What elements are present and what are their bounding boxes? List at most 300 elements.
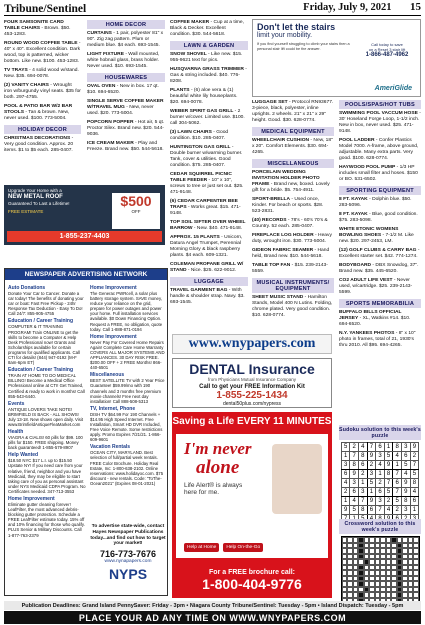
sudoku-cell: 2 [384, 497, 393, 506]
sudoku-cell: 4 [359, 443, 368, 452]
sudoku-cell: 6 [393, 479, 402, 488]
section-header: SPORTING EQUIPMENT [339, 186, 421, 195]
classified-ad [339, 227, 421, 245]
sudoku-cell: 9 [384, 461, 393, 470]
sudoku-cell: 6 [376, 443, 385, 452]
network-section-text: DISH TV $64.99 For 190 Channels + $14.95 High Speed Internet. Free Installation, Smart HD DVR Included, Free Voice Remote. Some restrictions apply. Promo Expires 7/21/21. 1-866-609-9601 [90, 411, 163, 443]
classified-ad [339, 248, 421, 260]
newspaper-ad-network [4, 268, 168, 596]
senior-photo [272, 444, 322, 514]
ad-body: If you find yourself struggling to climb your stairs then a personal stair lift could be the answer. [257, 42, 350, 51]
ad-lead: ROUND WOOD COFFEE TABLE [4, 41, 78, 46]
dental-phone[interactable]: 1-855-225-1434 [216, 390, 288, 401]
sudoku-cell: 8 [401, 497, 410, 506]
sudoku-cell: 8 [359, 506, 368, 515]
discount-badge [112, 193, 160, 229]
sudoku-cell: 1 [410, 506, 419, 515]
ad-lead: POOL & PATIO BAR W/2 BAR STOOLS [4, 104, 73, 115]
classified-ad [252, 100, 334, 124]
crossword-grid [341, 536, 420, 604]
network-section-text: TRAIN AT HOME TO DO MEDICAL BILLING! Become a Medical Office Professional online at CTI! Get Trained, Certified & ready to work in months! Call 855-543-6440. [8, 373, 85, 399]
ad-lead: SWIMMING POOL VACCUM HOSE [339, 111, 418, 116]
sudoku-cell: 9 [367, 497, 376, 506]
classified-ad [4, 83, 81, 101]
ad-lead: (12) GOLF CLUBS & CARRY BAG [339, 248, 417, 253]
network-section-text: OCEAN CITY, MARYLAND. Best selection of full/partial week rentals. FREE Color Brochure. Holiday Real Estate, Inc: 1-800-638-2102. Online reservations: www.holidayoc.com. $75 discount - new rentals. Code: "ToThe-Ocean2021" (Expires 08-01-2021) [90, 450, 164, 486]
classified-ad [170, 262, 248, 274]
section-header: HOME DECOR [87, 20, 165, 29]
sudoku-cell: 5 [341, 443, 350, 452]
ad-body: - Wrought iron w/burgundy vinyl seats. $35 for both. 297-4755. [4, 83, 81, 100]
ad-body: - Gas & string included. $40. 776-8208. [170, 67, 247, 84]
lifealert-footer-label: For a FREE brochure call: [209, 569, 295, 576]
sudoku-cell: 4 [376, 461, 385, 470]
network-section-heading: Education / Career Training [8, 367, 74, 374]
network-title: NEWSPAPER ADVERTISING NETWORK [5, 269, 167, 280]
ad-body: - Unicorn, Datura Angel Trumpet, Perennial Morning Glory & black raspberry plants. $4 each. 609-1321. [170, 235, 243, 258]
sudoku-cell: 4 [410, 488, 419, 497]
ad-body: - 30' Hoseland Forge Loop, 1-1/2 inch. New in box, never used. $25. 471-9148. [339, 111, 421, 134]
ad-body: - Confer Plastics Model 7000. A-frame, above ground, adjustable. Many extra parts. Very good. $100. 628-0774. [339, 138, 419, 161]
dental-title: DENTAL Insurance [189, 361, 315, 377]
ad-lead: SINGLE SERVE COFFEE MAKER W/TRAVEL MUG [87, 99, 164, 110]
network-section-text: Donate Your Car to Cancer. Donate a car today! The benefits of donating your car or boat: Fast Free Pickup - 24hr Response Tax Deduction - Easy To Do! Call 24/7: 855-905-4755 [8, 291, 84, 317]
section-header: HOUSEWARES [87, 73, 165, 82]
classified-ad [252, 295, 334, 319]
ad-body: - Dolphin blue. $50. 283-5096. [339, 197, 412, 208]
classified-ad [170, 67, 248, 85]
classified-ad [4, 136, 81, 154]
sudoku-cell: 3 [359, 488, 368, 497]
network-col-2 [90, 283, 166, 486]
sudoku-cell: 1 [376, 470, 385, 479]
ad-body: - Nice. $25. 622-9012. [187, 268, 237, 273]
dental-web[interactable]: dental50plus.com/nypress [222, 401, 282, 407]
ad-lead: TRAVEL GARMENT BAG [170, 288, 228, 293]
classified-ad [252, 248, 334, 260]
column-2 [87, 20, 165, 156]
sudoku-cell: 7 [393, 488, 402, 497]
discount-sub: OFF [131, 209, 141, 214]
sudoku-cell: 1 [341, 497, 350, 506]
help-at-home-button[interactable]: Help at Home [184, 543, 219, 552]
classified-ad [170, 130, 248, 142]
sudoku-cell: 1 [341, 452, 350, 461]
metal-roof-ad[interactable] [4, 185, 165, 245]
sudoku-cell: 8 [384, 470, 393, 479]
ad-line1: Upgrade Your Home with a [8, 188, 62, 193]
classified-ad [252, 170, 334, 194]
sudoku-cell: 5 [350, 506, 359, 515]
ad-body: - 2 burner w/cover. Limited use. $100. call 304-5062. [170, 109, 245, 126]
dental-insurance-ad[interactable] [172, 358, 332, 408]
sudoku-cell: 3 [401, 443, 410, 452]
ad-lead: ICE CREAM MAKER [87, 141, 134, 146]
ad-body: - Double burner w/warming burner. Tank, cover & utilities. Good condition. $75. 285-0407. [170, 145, 243, 168]
section-header: LAWN & GARDEN [170, 41, 248, 50]
ad-lead: BUFFALO BILLS OFFICIAL JERSEY [339, 310, 402, 321]
sudoku-cell: 4 [384, 506, 393, 515]
sudoku-cell: 6 [401, 452, 410, 461]
lifealert-head1: I'm never [184, 439, 252, 458]
classified-ad [170, 288, 248, 306]
ad-lead: 8 FT. KAYAK [339, 212, 368, 217]
ad-lead: SPORT-BRELLA [252, 197, 291, 202]
ad-lead: HAYWOOD POOL PUMP [339, 165, 396, 170]
ad-lead: PORCELAIN WEDDING INVITATION HOLDER PHOTO FRAME [252, 170, 320, 187]
sudoku-cell: 7 [393, 470, 402, 479]
classified-ad [170, 145, 248, 169]
masthead [4, 3, 421, 16]
classified-ad [87, 52, 165, 70]
help-on-the-go-button[interactable]: Help On-the-Go [223, 543, 263, 552]
sudoku-cell: 6 [350, 488, 359, 497]
ad-body: - 1 pair, polyester 81" x 90". Zig zag pattern. Plum or medium blue. $4 each. 693-1545. [87, 31, 164, 48]
classified-ad [339, 263, 421, 275]
ad-body: - Used once, Kinder. For beach or sports. $28. 523-2831. [252, 197, 324, 214]
classified-ad [252, 263, 334, 275]
publication-name: Tribune/Sentinel [4, 3, 87, 15]
classified-ad [170, 220, 248, 232]
classified-ad [170, 235, 248, 259]
sudoku-cell: 7 [410, 461, 419, 470]
ad-lead: 8 FT. KAYAK [339, 197, 368, 202]
ad-body: - Good condition. $10. 285-0407. [170, 130, 229, 141]
ad-body: - Blue, good condition. $75. 283-5098. [339, 212, 418, 223]
ad-lead: TV TRAYS [4, 68, 28, 73]
ad-lead: FIREPLACE LOG HOLDER [252, 233, 314, 238]
ad-call-phone[interactable]: 1-866-487-4962 [365, 52, 409, 58]
lifealert-head2: alone [196, 457, 240, 478]
section-header: MISCELLANEOUS [252, 159, 334, 168]
sudoku-cell: 6 [376, 488, 385, 497]
classified-ad [339, 278, 421, 296]
ad-lead: POPCORN POPPER [87, 120, 134, 125]
ad-lead: N.Y. YANKEES PHOTOS [339, 331, 395, 336]
network-section-heading: Events [8, 400, 25, 407]
sudoku-cell: 6 [410, 497, 419, 506]
classified-ad [170, 199, 248, 217]
issue-date: Friday, July 9, 2021 [303, 2, 392, 13]
sudoku-cell: 8 [350, 461, 359, 470]
ad-lead: LUGGAGE SET [252, 100, 288, 105]
deadlines: Publication Deadlines: Grand Island PennySaver: Friday - 3pm • Niagara County Tribune/Sentinel: Tuesday - 5pm • Island Dispatch: Tuesday - 5pm [4, 601, 421, 610]
sudoku-cell: 5 [367, 479, 376, 488]
sudoku-cell: 7 [359, 497, 368, 506]
ad-body: - New in box. 17 qt. $10. 694-6520. [87, 84, 159, 95]
ameriglide-logo: AmeriGlide [374, 85, 412, 92]
ad-lead: SNOW SHOVEL [170, 52, 207, 57]
classified-ad [87, 120, 165, 138]
network-section-text: Eliminate gutter cleaning forever! LeafFilter, the most advanced debris-blocking gutter protection. Schedule a FREE LeafFilter estimate today. 15% off and 10% financing for those who qualify. PLUS Senior & Military Discounts. Call 1-877-763-2379 [8, 502, 85, 538]
classified-ad [339, 111, 421, 135]
classified-ad [87, 141, 165, 153]
ad-body: - $15. 239-2143-5559. [252, 263, 328, 274]
sudoku-cell: 3 [376, 452, 385, 461]
sudoku-cell: 9 [367, 452, 376, 461]
sudoku-cell: 7 [376, 506, 385, 515]
network-section-text: The Generac PWRcell, a solar plus battery storage system. SAVE money, reduce your reliance on the grid, prepare for power outages and power your home. Full installation services available. $0 Down Financing Option. Request a FREE, no obligation, quote today. Call 1-888-871-0194 [90, 291, 163, 332]
sudoku-cell: 2 [367, 461, 376, 470]
ad-body: - 7-1/2 M. Like new. $20. 297-2453, LM. [339, 233, 414, 244]
classified-ad [339, 197, 421, 209]
network-section-heading: Education / Career Training [8, 318, 74, 325]
lifealert-panel [176, 434, 328, 558]
lifealert-footer [172, 569, 332, 592]
ad-body: - Tan & brown. New, never used. $100. 773-5004. [4, 110, 70, 121]
sudoku-cell: 5 [393, 497, 402, 506]
network-section-heading: Vacation Rentals [90, 444, 131, 451]
ad-lead: WHEELCHAIR CUSHION [252, 138, 310, 143]
ad-body: - Play and Freeze. Brand new. $50. 544-5618. [87, 141, 164, 152]
column-4 [252, 100, 334, 322]
sudoku-cell: 9 [341, 506, 350, 515]
ad-lead: OVAL OVEN [87, 84, 116, 89]
sudoku-cell: 9 [410, 443, 419, 452]
ad-lead: WHITE ETONIC WOMENS BOWLING SHOES [339, 227, 399, 238]
ad-body: - Excellent starter set. $42. 774-1274. [339, 248, 420, 259]
masthead-right [303, 0, 421, 15]
ad-lead: (40) RECORDS [252, 218, 287, 223]
ad-lead: BODYBOARD [339, 263, 372, 268]
ad-body: - Brown. $50. 453-1283. [4, 26, 71, 37]
ad-line3: Guaranteed To Last a Lifetime! [8, 200, 70, 206]
network-section-text: COMPUTER & IT TRAINING PROGRAM! Train ONLINE to get the skills to become a Computer & Help Desk Professional now! Grants and Scholarships available for certain programs for qualified applicants. Call CTI for details! (844) 947-0192 (M-F 8am-6pm ET) [8, 324, 80, 366]
ad-body: - 10" x 10", screws to tree or just set out. $25. 471-9148. [170, 178, 244, 195]
ad-note: FREE ESTIMATE [8, 209, 44, 214]
ad-lead: WEBER SPIRIT GAS GRILL [170, 109, 234, 114]
network-section-text: ANTIQUE LOVERS TAKE NOTE! BRIMFIELD IS BACK - ALL SHOWS! July 13-18. New shows open daily. Visit www.BrimfieldAntiqueFleaMarket.com [8, 406, 84, 427]
ad-lead: TABLE TOP FAN [252, 263, 291, 268]
sudoku-cell: 4 [393, 452, 402, 461]
classified-ad [339, 138, 421, 162]
section-header: HOLIDAY DECOR [4, 125, 81, 134]
ad-lead: APPROX. 15 PLANTS [170, 235, 220, 240]
sudoku-cell: 4 [401, 470, 410, 479]
dental-sub: from Physicians Mutual Insurance Company [207, 377, 297, 382]
sudoku-cell: 2 [376, 479, 385, 488]
ad-lead: CEDAR SQUIRREL PICNIC TABLE FEEDER [170, 172, 232, 183]
stair-lift-ad[interactable] [252, 19, 421, 97]
life-alert-ad[interactable] [172, 412, 332, 598]
sudoku-title: Sudoku solution to this week's puzzle [339, 426, 421, 439]
ad-body: - 4 solid wood w/stand. New. $35. 694-0078. [4, 68, 79, 79]
sudoku-cell: 1 [384, 443, 393, 452]
sudoku-cell: 7 [350, 452, 359, 461]
page-number: 15 [410, 1, 421, 13]
sudoku-cell: 6 [359, 461, 368, 470]
website-banner[interactable] [172, 334, 332, 354]
classified-ad [87, 99, 165, 117]
sudoku-cell: 3 [350, 479, 359, 488]
sudoku-cell: 9 [401, 479, 410, 488]
column-5 [339, 100, 421, 352]
network-section-heading: Home Improvement [8, 496, 55, 502]
ad-body: - Protocol RN93677. 3-piece, black, polyester, inline uprights. 2 wheels. 21" x 21" x 29" height. Good. $30. 628-0774. [252, 100, 334, 123]
classified-ad [4, 68, 81, 80]
website-url[interactable]: www.wnypapers.com [188, 336, 316, 351]
sudoku-cell: 4 [341, 479, 350, 488]
section-header: SPORTS MEMORABILIA [339, 299, 421, 308]
ad-body: - Like new. $15. 955-9621 text for pics. [170, 52, 243, 63]
sudoku-cell: 8 [410, 479, 419, 488]
sudoku-cell: 5 [384, 488, 393, 497]
ad-lead: CO2 ADULT LIFE VEST [339, 278, 393, 283]
ad-lead: POOL LADDER [339, 138, 375, 143]
sudoku-cell: 1 [359, 479, 368, 488]
ad-body: - Cup at a time, Black & Decker. Excellent condition. $30. 544-5618. [170, 20, 244, 37]
ad-body: - Never used, w/cartridge. $25. 239-2143-5599. [339, 278, 413, 295]
classified-ad [339, 331, 421, 349]
network-section-heading: Miscellaneous [90, 372, 125, 379]
place-ad-banner[interactable]: PLACE YOUR AD ANY TIME ON WWW.WNYPAPERS.COM [4, 611, 421, 624]
network-section-text: $18.50 NYC $17 L.I. up to $15.50 Upstate NY! If you need care from your relative, friend, neighbor and you have Medicaid, they may be eligible to start taking care of you as personal assistant under NYS Medicaid CDPA Program. No Certificates needed. 347-713-3553 [8, 458, 86, 494]
ad-lead: (6) CEDAR CARPENTER BEE TRAPS [170, 199, 238, 210]
sudoku-cell: 3 [376, 497, 385, 506]
classified-ad [170, 88, 248, 106]
sudoku-cell: 8 [359, 452, 368, 461]
ad-lead: PLANTS [170, 88, 190, 93]
column-3 [170, 20, 248, 309]
footer [4, 601, 421, 624]
lifealert-top: Saving a Life EVERY 11 MINUTES [172, 416, 332, 427]
sudoku-cell: 3 [401, 506, 410, 515]
classified-ad [339, 165, 421, 183]
sudoku-cell: 1 [367, 488, 376, 497]
ad-body: - Hand held, Brand new. $10. 544-5618. [252, 248, 330, 259]
sudoku-cell: 2 [410, 452, 419, 461]
classified-ad [170, 20, 248, 38]
classified-ad [170, 52, 248, 64]
ad-lead: FOUR SAMSONITE CARD TABLE CHAIRS [4, 20, 64, 31]
network-section-heading: TV, Internet, Phone [90, 405, 136, 412]
ad-body: - Hamilton Stands, Model 400 N Lutins. Folding, chrome plated. Very good condition. $10. 628-0774. [252, 295, 333, 318]
ad-body: - Hot air, 5 qt. Proctor Silex. Brand new. $20. 544-9036. [87, 120, 165, 137]
ad-lead: HUNTINGTON GAS GRILL [170, 145, 231, 150]
network-section-heading: Home Improvement [90, 333, 137, 340]
classified-ad [252, 138, 334, 156]
ad-lead: (3) LAWN CHAIRS [170, 130, 212, 135]
ad-lead: HUSQVARNA GRASS TRIMMER [170, 67, 244, 72]
sudoku-cell: 3 [367, 470, 376, 479]
ad-lead: COLEMAN PROPANE GRILL W/ STAND [170, 262, 244, 273]
ad-headline: Don't let the stairs [257, 22, 336, 32]
section-header: LUGGAGE [170, 277, 248, 286]
ad-lead: (2) VANITY CHAIRS [4, 83, 49, 88]
sudoku-cell: 4 [350, 497, 359, 506]
lifealert-buttons [184, 543, 263, 552]
classified-ad [170, 109, 248, 127]
ad-body: - 40" x 40". Excellent condition. Dark wood, top is patterned, wicker bottom. Like new. $100. 453-1283. [4, 41, 81, 64]
network-section-heading: Home Improvement [90, 285, 137, 291]
ad-line2: NEW METAL ROOF [8, 193, 63, 200]
ad-body: - Very good condition. Approx. 20 items. $1 to $5 each. 285-0407. [4, 136, 74, 153]
sudoku-cell: 6 [367, 506, 376, 515]
network-section-heading: Health [8, 429, 24, 436]
dental-call: Call to get your FREE Information Kit [199, 384, 305, 390]
sudoku-cell: 2 [341, 488, 350, 497]
ad-body: - (6) aloe vera & (1) beautiful white lily houseplants. $20. 694-0078. [170, 88, 238, 105]
sudoku-cell: 2 [350, 443, 359, 452]
ad-lead: TOP SOIL SIFTER OVER WHEEL BARROW [170, 220, 246, 231]
classified-ad [339, 310, 421, 328]
network-section-text: BEST SATELLITE TV with 2 Year Price Guarantee! $59.99/mo with 190 channels and 3 months free premium movie channels! Free next day installation! Call 888-508-5313 [90, 378, 165, 404]
sudoku-cell: 9 [401, 488, 410, 497]
ad-lead: LIGHT FIXTURE [87, 52, 124, 57]
sudoku-cell: 3 [341, 461, 350, 470]
network-section-heading: Help Wanted [8, 452, 39, 459]
network-col-1 [8, 283, 86, 538]
ad-body: - 1/3 HP includes small filter and hoses. $150 or BO. 531-6502. [339, 165, 418, 182]
column-1 [4, 20, 81, 157]
ad-body: - New. $40. 471-9148. [193, 226, 243, 231]
classified-ad [87, 31, 165, 49]
ad-phone[interactable]: 1-855-237-4403 [7, 231, 162, 242]
sudoku-cell: 6 [341, 470, 350, 479]
ad-body: - New, 18" x 20". Comfort Elements. $30. 694-4265. [252, 138, 333, 155]
network-contact [90, 524, 166, 582]
sudoku-cell: 8 [393, 443, 402, 452]
classified-ad [4, 41, 81, 65]
section-header: POOLS/SPAS/HOT TUBS [339, 100, 421, 109]
discount-amount: $500 [120, 193, 152, 209]
ad-call-sub: on a Reset 3 stair lift [368, 47, 406, 52]
network-section-heading: Auto Donations [8, 285, 46, 291]
network-cta: To advertise state-wide, contact Hayes Newspaper Publications today...and find out how to target your market! [90, 524, 166, 547]
sudoku-grid [341, 442, 419, 524]
ad-lead: GIDEON FABRIC SEAMER [252, 248, 314, 253]
sudoku-cell: 5 [401, 461, 410, 470]
ad-body: - With handle & shoulder strap. Navy. $3. 693-1545. [170, 288, 245, 305]
sudoku-cell: 5 [410, 470, 419, 479]
lifealert-sub: Life Alert® is always here for me. [184, 482, 243, 496]
crossword-title: Crossword solution to this week's puzzle [339, 519, 421, 534]
ad-lead: COFFEE MAKER [170, 20, 210, 25]
network-web[interactable]: www.nynapapers.com [104, 559, 152, 565]
classified-ad [252, 233, 334, 245]
lifealert-phone[interactable]: 1-800-404-9776 [202, 576, 302, 592]
ad-body: - Brand new, boxed. Lovely gift for a bride. $5. 754-4911. [252, 182, 330, 193]
ad-body: - DBX Snowdog, 37". Brand new. $35. 445-6520. [339, 263, 419, 274]
classified-ad [4, 20, 81, 38]
network-phone[interactable]: 716-773-7676 [99, 549, 157, 560]
ad-lead: CURTAINS [87, 31, 112, 36]
crossword-section [339, 517, 421, 604]
sudoku-cell: 2 [359, 470, 368, 479]
sudoku-cell: 9 [350, 470, 359, 479]
network-section-text: Never Pay For Covered Home Repairs Again! Complete Care Home Warranty COVERS ALL MAJOR SYSTEMS AND APPLIANCES. 30 DAY RISK FREE. $200.00 OFF + 2 FREE Months! 866-440-6501 [90, 339, 165, 371]
classified-ad [252, 218, 334, 230]
ad-body: - Wall mounted, white hobnail glass, brass holder. Never used. $10. 693-1545. [87, 52, 160, 69]
ad-call-box [357, 42, 417, 58]
ad-body: - 8" x 10" photo in frames, total of 21, 1930's thru 2010. All $95. 694-4265. [339, 331, 416, 348]
classified-ad [170, 172, 248, 196]
sudoku-cell: 7 [367, 443, 376, 452]
ad-body: - XL, Watkins #14. $10. 694-6520. [339, 316, 411, 327]
classified-ad [4, 104, 81, 122]
ad-body: - Heavy duty, wrought iron. $30. 773-5004. [252, 233, 332, 244]
ad-subheadline: limit your mobility. [257, 32, 313, 39]
ad-body: - Works great. $15. 471-9148. [170, 205, 241, 216]
classified-ad [252, 197, 334, 215]
sudoku-cell: 2 [393, 506, 402, 515]
sudoku-cell: 5 [384, 452, 393, 461]
ad-body: - New, never used. $20. 773-5004. [87, 105, 154, 116]
ad-call-label: Call today to save [371, 42, 403, 47]
sudoku-cell: 1 [393, 461, 402, 470]
network-section-text: VIAGRA & CIALIS! 60 pills for $99. 100 pills for $150. FREE shipping. Money back guaranteed! 1-855-579-8907 [8, 435, 83, 451]
sudoku-section [339, 423, 421, 524]
